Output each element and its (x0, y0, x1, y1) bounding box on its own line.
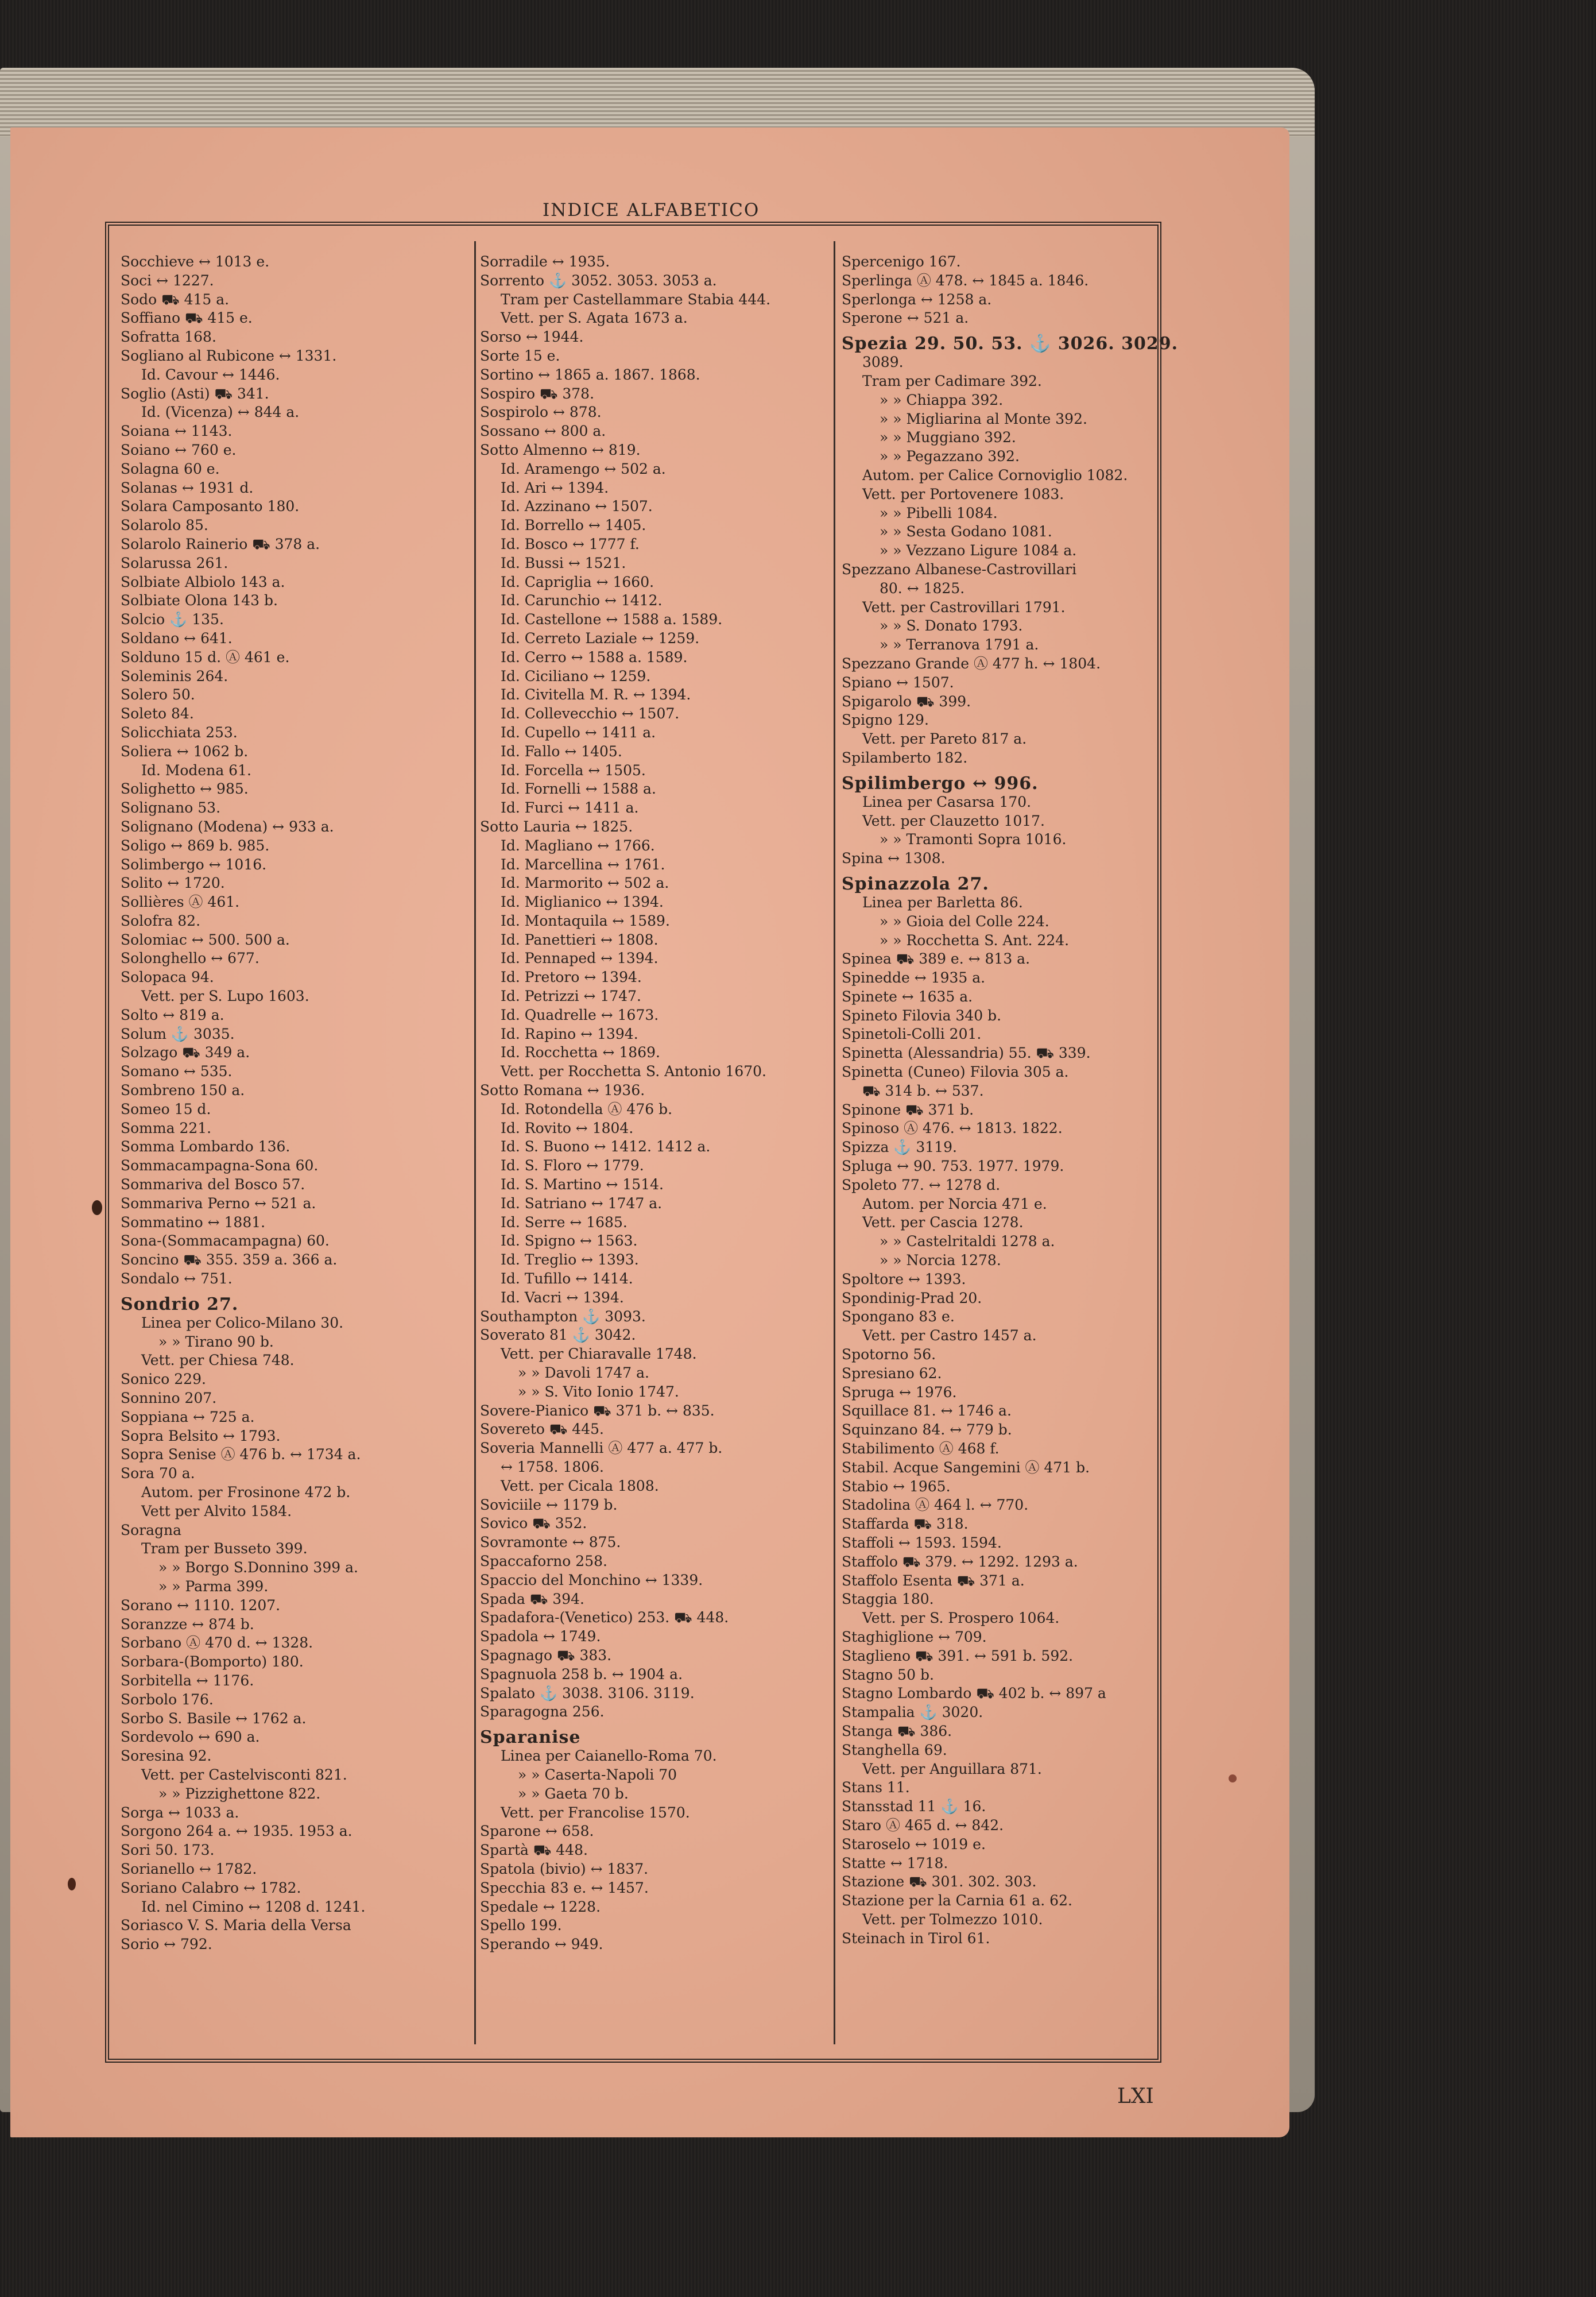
index-entry: Sollières Ⓐ 461. (121, 894, 240, 911)
index-entry: Sodo ⛟ 415 a. (121, 291, 230, 308)
index-entry: Spinetta (Cuneo) Filovia 305 a. (842, 1064, 1069, 1081)
index-entry: Spluga ↔ 90. 753. 1977. 1979. (842, 1158, 1064, 1175)
index-entry: Sperando ↔ 949. (480, 1936, 603, 1953)
index-entry: Staroselo ↔ 1019 e. (842, 1835, 986, 1853)
index-column-1 (121, 253, 471, 2050)
index-entry: Vett. per S. Agata 1673 a. (501, 310, 688, 327)
index-entry: Spongano 83 e. (842, 1308, 955, 1325)
index-entry: Socchieve ↔ 1013 e. (121, 253, 270, 270)
index-entry: Sorbara-(Bomporto) 180. (121, 1653, 304, 1670)
index-entry: » » Gioia del Colle 224. (880, 912, 1049, 930)
index-entry: Spinetoli-Colli 201. (842, 1026, 982, 1043)
index-entry: Soveria Mannelli Ⓐ 477 a. 477 b. (480, 1440, 723, 1457)
index-entry: Soleminis 264. (121, 667, 228, 685)
index-entry: Autom. per Norcia 471 e. (862, 1195, 1047, 1212)
index-entry: Spresiano 62. (842, 1364, 942, 1382)
index-entry: Soleto 84. (121, 705, 194, 722)
index-entry: Staro Ⓐ 465 d. ↔ 842. (842, 1816, 1004, 1834)
index-entry: Solicchiata 253. (121, 724, 238, 741)
index-entry: Soriano Calabro ↔ 1782. (121, 1879, 301, 1896)
index-entry: Spaccaforno 258. (480, 1552, 607, 1569)
index-entry: Stanga ⛟ 386. (842, 1722, 952, 1739)
index-entry: Soranzze ↔ 874 b. (121, 1615, 254, 1633)
index-entry: Id. Pretoro ↔ 1394. (501, 969, 642, 986)
index-entry: Solbiate Albiolo 143 a. (121, 573, 285, 590)
index-entry: Statte ↔ 1718. (842, 1854, 948, 1871)
index-entry: Soncino ⛟ 355. 359 a. 366 a. (121, 1251, 338, 1269)
index-entry: Sorano ↔ 1110. 1207. (121, 1596, 281, 1614)
index-entry: Vett. per Portovenere 1083. (862, 485, 1064, 502)
index-heading: Spilimbergo ↔ 996. (842, 773, 1039, 793)
index-entry: Solbiate Olona 143 b. (121, 592, 278, 609)
index-entry: Solanas ↔ 1931 d. (121, 479, 254, 496)
index-entry: Solignano (Modena) ↔ 933 a. (121, 818, 334, 835)
index-entry: Stanghella 69. (842, 1741, 947, 1758)
index-entry: Soppiana ↔ 725 a. (121, 1408, 255, 1425)
index-entry: Id. Miglianico ↔ 1394. (501, 894, 664, 911)
index-entry: Sona-(Sommacampagna) 60. (121, 1232, 330, 1250)
index-entry: Spina ↔ 1308. (842, 850, 946, 867)
index-entry: Id. Fornelli ↔ 1588 a. (501, 780, 656, 798)
index-entry: Id. Ciciliano ↔ 1259. (501, 667, 651, 685)
index-entry: Sparone ↔ 658. (480, 1823, 594, 1840)
index-entry: Id. Vacri ↔ 1394. (501, 1289, 624, 1306)
index-entry: » » Muggiano 392. (880, 429, 1016, 446)
index-entry: 80. ↔ 1825. (880, 579, 965, 597)
index-entry: Id. Marmorito ↔ 502 a. (501, 875, 669, 892)
index-entry: Spondinig-Prad 20. (842, 1289, 982, 1306)
index-entry: Spinedde ↔ 1935 a. (842, 969, 986, 987)
index-entry: Sondalo ↔ 751. (121, 1270, 233, 1287)
index-entry: Spinone ⛟ 371 b. (842, 1101, 974, 1118)
index-entry: Sommariva Perno ↔ 521 a. (121, 1194, 316, 1212)
index-entry: Stabilimento Ⓐ 468 f. (842, 1440, 1000, 1457)
page-number: LXI (1117, 2085, 1154, 2108)
index-entry: Autom. per Calice Cornoviglio 1082. (862, 466, 1128, 484)
index-entry: Sofratta 168. (121, 328, 216, 346)
index-entry: Spezzano Albanese-Castrovillari (842, 560, 1077, 578)
index-entry: Tram per Cadimare 392. (862, 372, 1042, 389)
index-entry: Stampalia ⚓ 3020. (842, 1704, 983, 1721)
index-entry: 3089. (862, 354, 904, 371)
index-entry: Solero 50. (121, 686, 195, 703)
index-entry: Sperone ↔ 521 a. (842, 310, 969, 327)
index-entry: Vett. per Clauzetto 1017. (862, 812, 1045, 829)
index-entry: » » Caserta-Napoli 70 (518, 1766, 677, 1783)
index-entry: Sorga ↔ 1033 a. (121, 1804, 239, 1821)
index-entry: Sora 70 a. (121, 1465, 195, 1482)
index-entry: Vett. per Cicala 1808. (501, 1477, 659, 1494)
index-entry: Tram per Busseto 399. (141, 1540, 308, 1557)
index-entry: Spagnuola 258 b. ↔ 1904 a. (480, 1665, 683, 1683)
index-entry: Soci ↔ 1227. (121, 272, 214, 289)
index-entry: Sperlonga ↔ 1258 a. (842, 291, 992, 308)
index-entry: Someo 15 d. (121, 1100, 211, 1117)
index-entry: Id. Collevecchio ↔ 1507. (501, 705, 680, 722)
index-entry: Id. (Vicenza) ↔ 844 a. (141, 404, 300, 421)
index-entry: Specchia 83 e. ↔ 1457. (480, 1879, 649, 1896)
index-entry: Squillace 81. ↔ 1746 a. (842, 1402, 1012, 1420)
index-entry: Id. Rotondella Ⓐ 476 b. (501, 1100, 673, 1117)
index-entry: Staghiglione ↔ 709. (842, 1628, 987, 1645)
index-entry: Id. Bussi ↔ 1521. (501, 554, 626, 571)
index-entry: Spagnago ⛟ 383. (480, 1646, 612, 1664)
index-entry: Id. Quadrelle ↔ 1673. (501, 1006, 659, 1023)
index-entry: Spezzano Grande Ⓐ 477 h. ↔ 1804. (842, 655, 1101, 672)
index-entry: Solcio ⚓ 135. (121, 611, 224, 628)
index-entry: Id. Serre ↔ 1685. (501, 1213, 627, 1231)
index-entry: Soiano ↔ 760 e. (121, 441, 237, 458)
index-entry: Sorte 15 e. (480, 347, 560, 364)
index-entry: Vett. per Castelvisconti 821. (141, 1766, 347, 1783)
index-entry: Vett per Alvito 1584. (141, 1502, 292, 1519)
index-entry: Sorio ↔ 792. (121, 1936, 212, 1953)
index-entry: Spoleto 77. ↔ 1278 d. (842, 1176, 1001, 1193)
index-entry: Id. Borrello ↔ 1405. (501, 517, 646, 534)
index-entry: Solignano 53. (121, 799, 221, 817)
index-entry: Vett. per Chiaravalle 1748. (501, 1345, 697, 1363)
index-entry: Id. S. Buono ↔ 1412. 1412 a. (501, 1138, 711, 1155)
index-entry: Vett. per Pareto 817 a. (862, 730, 1027, 748)
index-entry: » » Vezzano Ligure 1084 a. (880, 542, 1077, 559)
index-entry: Spiano ↔ 1507. (842, 674, 954, 691)
index-entry: Id. Cerro ↔ 1588 a. 1589. (501, 648, 688, 666)
index-entry: Sommacampagna-Sona 60. (121, 1157, 319, 1174)
index-entry: Id. Satriano ↔ 1747 a. (501, 1194, 663, 1212)
column-rule (474, 241, 476, 2044)
index-entry: Id. nel Cimino ↔ 1208 d. 1241. (141, 1898, 366, 1915)
index-entry: Id. Azzinano ↔ 1507. (501, 498, 653, 515)
index-entry: Vett. per S. Lupo 1603. (141, 988, 309, 1005)
index-heading: Spezia 29. 50. 53. ⚓ 3026. 3029. (842, 334, 1179, 354)
index-entry: Staglieno ⛟ 391. ↔ 591 b. 592. (842, 1647, 1074, 1664)
index-entry: Sombreno 150 a. (121, 1082, 245, 1099)
column-rule (834, 241, 835, 2044)
index-entry: » » Davoli 1747 a. (518, 1364, 649, 1382)
index-entry: Spinete ↔ 1635 a. (842, 988, 973, 1005)
index-entry: Id. Cavour ↔ 1446. (141, 366, 280, 383)
index-entry: » » Sesta Godano 1081. (880, 523, 1052, 540)
index-entry: Id. Civitella M. R. ↔ 1394. (501, 686, 691, 703)
index-entry: Tram per Castellammare Stabia 444. (501, 291, 771, 308)
index-entry: Id. Treglio ↔ 1393. (501, 1251, 639, 1269)
index-entry: Sopra Belsito ↔ 1793. (121, 1427, 281, 1444)
index-entry: Soriasco V. S. Maria della Versa (121, 1917, 351, 1934)
index-entry: Sorbano Ⓐ 470 d. ↔ 1328. (121, 1634, 313, 1652)
index-entry: Spotorno 56. (842, 1346, 936, 1363)
index-entry: Solimbergo ↔ 1016. (121, 856, 267, 873)
index-entry: Spizza ⚓ 3119. (842, 1139, 957, 1156)
index-entry: Solarolo Rainerio ⛟ 378 a. (121, 535, 320, 552)
index-entry: Id. Capriglia ↔ 1660. (501, 573, 654, 590)
index-entry: Spadola ↔ 1749. (480, 1628, 601, 1645)
index-entry: Vett. per Tolmezzo 1010. (862, 1911, 1043, 1928)
index-entry: Solto ↔ 819 a. (121, 1006, 224, 1023)
index-entry: » » Chiappa 392. (880, 391, 1004, 408)
index-entry: Spadafora-(Venetico) 253. ⛟ 448. (480, 1609, 729, 1626)
index-entry: Sogliano al Rubicone ↔ 1331. (121, 347, 337, 364)
index-entry: Sotto Almenno ↔ 819. (480, 441, 641, 458)
index-entry: Linea per Casarsa 170. (862, 793, 1032, 810)
index-entry: Soligo ↔ 869 b. 985. (121, 837, 270, 854)
index-entry: Vett. per Chiesa 748. (141, 1352, 295, 1369)
index-column-3 (842, 253, 1192, 2050)
index-entry: Soragna (121, 1521, 182, 1538)
index-entry: Solum ⚓ 3035. (121, 1025, 235, 1042)
index-entry: Soverato 81 ⚓ 3042. (480, 1327, 636, 1344)
index-entry: Id. Bosco ↔ 1777 f. (501, 535, 640, 552)
index-entry: Spada ⛟ 394. (480, 1590, 584, 1607)
index-entry: Solagna 60 e. (121, 460, 220, 477)
index-entry: Id. Modena 61. (141, 761, 251, 779)
index-entry: Sorianello ↔ 1782. (121, 1860, 257, 1877)
index-entry: Solara Camposanto 180. (121, 498, 300, 515)
index-entry: Spoltore ↔ 1393. (842, 1270, 966, 1287)
index-entry: Sorbolo 176. (121, 1691, 214, 1708)
index-entry: Spedale ↔ 1228. (480, 1898, 601, 1915)
index-entry: Spinetta (Alessandria) 55. ⛟ 339. (842, 1045, 1091, 1062)
index-entry: Id. Rocchetta ↔ 1869. (501, 1044, 660, 1061)
index-entry: Id. Panettieri ↔ 1808. (501, 931, 658, 948)
index-entry: Vett. per Cascia 1278. (862, 1214, 1024, 1231)
index-entry: Solighetto ↔ 985. (121, 780, 249, 798)
index-entry: » » Castelritaldi 1278 a. (880, 1233, 1055, 1250)
index-entry: Linea per Barletta 86. (862, 894, 1023, 911)
index-entry: Spineto Filovia 340 b. (842, 1007, 1002, 1024)
index-entry: Id. Rovito ↔ 1804. (501, 1119, 634, 1136)
index-entry: » » Rocchetta S. Ant. 224. (880, 931, 1070, 949)
index-entry: » » Norcia 1278. (880, 1252, 1001, 1269)
index-entry: Sotto Romana ↔ 1936. (480, 1082, 645, 1099)
index-entry: Sovereto ⛟ 445. (480, 1421, 604, 1438)
index-entry: Sori 50. 173. (121, 1842, 215, 1859)
index-entry: Solito ↔ 1720. (121, 875, 225, 892)
index-entry: Sospiro ⛟ 378. (480, 385, 595, 402)
index-entry: Staffoli ↔ 1593. 1594. (842, 1534, 1002, 1551)
index-entry: Sospirolo ↔ 878. (480, 404, 602, 421)
index-entry: Id. S. Martino ↔ 1514. (501, 1176, 664, 1193)
index-entry: Spartà ⛟ 448. (480, 1842, 588, 1859)
index-entry: Spello 199. (480, 1917, 562, 1934)
index-entry: Steinach in Tirol 61. (842, 1929, 990, 1947)
index-entry: Sommatino ↔ 1881. (121, 1213, 266, 1231)
index-entry: Sordevolo ↔ 690 a. (121, 1728, 260, 1746)
index-entry: Southampton ⚓ 3093. (480, 1308, 646, 1325)
index-entry: » » Borgo S.Donnino 399 a. (158, 1559, 358, 1576)
index-entry: Stagno Lombardo ⛟ 402 b. ↔ 897 a (842, 1685, 1106, 1702)
ink-stain (68, 1878, 76, 1890)
index-entry: Stabil. Acque Sangemini Ⓐ 471 b. (842, 1459, 1090, 1476)
index-entry: Stagno 50 b. (842, 1666, 934, 1683)
index-entry: Staffolo ⛟ 379. ↔ 1292. 1293 a. (842, 1553, 1078, 1570)
index-entry: Autom. per Frosinone 472 b. (141, 1484, 351, 1501)
index-entry: Vett. per Anguillara 871. (862, 1760, 1042, 1777)
index-entry: Vett. per Francolise 1570. (501, 1804, 690, 1821)
index-entry: Id. Ari ↔ 1394. (501, 479, 609, 496)
index-entry: Sortino ↔ 1865 a. 1867. 1868. (480, 366, 700, 383)
index-entry: Soldano ↔ 641. (121, 629, 233, 647)
index-entry: Id. Rapino ↔ 1394. (501, 1025, 638, 1042)
index-entry: Id. Magliano ↔ 1766. (501, 837, 655, 854)
index-entry: Sovramonte ↔ 875. (480, 1534, 621, 1551)
index-heading: Sparanise (480, 1727, 581, 1747)
index-entry: Id. Pennaped ↔ 1394. (501, 950, 658, 967)
index-entry: Id. Montaquila ↔ 1589. (501, 912, 670, 929)
index-entry: Spalato ⚓ 3038. 3106. 3119. (480, 1684, 695, 1702)
index-entry: Sorgono 264 a. ↔ 1935. 1953 a. (121, 1823, 352, 1840)
index-entry: Spigno 129. (842, 711, 929, 729)
index-entry: Spruga ↔ 1976. (842, 1383, 957, 1401)
index-entry: Solarolo 85. (121, 517, 208, 534)
index-entry: Id. Aramengo ↔ 502 a. (501, 460, 666, 477)
ink-stain (1229, 1774, 1237, 1782)
index-entry: » » Pibelli 1084. (880, 504, 998, 521)
index-entry: Soliera ↔ 1062 b. (121, 743, 249, 760)
index-entry: Sovere-Pianico ⛟ 371 b. ↔ 835. (480, 1402, 715, 1419)
index-entry: » » S. Donato 1793. (880, 617, 1023, 635)
index-entry: Linea per Colico-Milano 30. (141, 1314, 344, 1331)
index-entry: Soiana ↔ 1143. (121, 423, 233, 440)
index-entry: Spercenigo 167. (842, 253, 961, 270)
index-entry: Staffarda ⛟ 318. (842, 1515, 969, 1533)
index-entry: Vett. per Castro 1457 a. (862, 1327, 1037, 1344)
index-entry: Spinea ⛟ 389 e. ↔ 813 a. (842, 950, 1031, 968)
index-entry: Staggia 180. (842, 1591, 934, 1608)
index-entry: Stazione per la Carnia 61 a. 62. (842, 1892, 1072, 1909)
page-edges (0, 68, 1315, 137)
index-column-2 (480, 253, 830, 2050)
index-heading: Sondrio 27. (121, 1294, 239, 1314)
index-entry: Stadolina Ⓐ 464 l. ↔ 770. (842, 1496, 1029, 1514)
running-head: INDICE ALFABETICO (543, 200, 760, 221)
index-entry: » » Terranova 1791 a. (880, 636, 1039, 653)
index-entry: Solopaca 94. (121, 969, 214, 986)
ink-stain (92, 1200, 102, 1215)
index-entry: Sommariva del Bosco 57. (121, 1176, 305, 1193)
index-entry: Vett. per Castrovillari 1791. (862, 598, 1066, 616)
index-entry: Somano ↔ 535. (121, 1063, 233, 1080)
index-entry: Sperlinga Ⓐ 478. ↔ 1845 a. 1846. (842, 272, 1089, 289)
index-entry: Spaccio del Monchino ↔ 1339. (480, 1571, 703, 1588)
index-entry: Id. S. Floro ↔ 1779. (501, 1157, 644, 1174)
index-entry: ⛟ 314 b. ↔ 537. (862, 1082, 984, 1099)
index-entry: Spilamberto 182. (842, 749, 968, 766)
index-entry: Spigarolo ⛟ 399. (842, 693, 971, 710)
index-entry: Sonico 229. (121, 1371, 206, 1388)
index-entry: Id. Carunchio ↔ 1412. (501, 592, 663, 609)
index-entry: Id. Furci ↔ 1411 a. (501, 799, 639, 817)
index-entry: Soglio (Asti) ⛟ 341. (121, 385, 269, 402)
index-entry: Sonnino 207. (121, 1390, 217, 1407)
index-entry: Id. Petrizzi ↔ 1747. (501, 988, 642, 1005)
index-entry: Squinzano 84. ↔ 779 b. (842, 1421, 1012, 1438)
index-entry: Stansstad 11 ⚓ 16. (842, 1798, 986, 1815)
index-entry: » » Pegazzano 392. (880, 448, 1020, 465)
index-entry: » » S. Vito Ionio 1747. (518, 1383, 679, 1400)
index-entry: Vett. per S. Prospero 1064. (862, 1610, 1060, 1627)
index-entry: Id. Spigno ↔ 1563. (501, 1232, 638, 1250)
index-entry: » » Pizzighettone 822. (158, 1785, 321, 1802)
index-entry: » » Gaeta 70 b. (518, 1785, 629, 1802)
index-entry: Somma 221. (121, 1119, 212, 1136)
index-entry: Stabio ↔ 1965. (842, 1478, 951, 1495)
index-entry: Sossano ↔ 800 a. (480, 423, 606, 440)
index-entry: » » Tirano 90 b. (158, 1333, 274, 1350)
index-entry: Soffiano ⛟ 415 e. (121, 310, 253, 327)
index-entry: Id. Cerreto Laziale ↔ 1259. (501, 629, 700, 647)
index-entry: Somma Lombardo 136. (121, 1138, 290, 1155)
index-entry: » » Parma 399. (158, 1577, 269, 1595)
index-entry: Sorbo S. Basile ↔ 1762 a. (121, 1710, 307, 1727)
index-entry: Id. Marcellina ↔ 1761. (501, 856, 665, 873)
index-entry: Sorrento ⚓ 3052. 3053. 3053 a. (480, 272, 717, 289)
index-entry: Id. Cupello ↔ 1411 a. (501, 724, 656, 741)
index-entry: Id. Castellone ↔ 1588 a. 1589. (501, 611, 723, 628)
index-entry: Solomiac ↔ 500. 500 a. (121, 931, 290, 948)
index-entry: ↔ 1758. 1806. (501, 1459, 604, 1475)
index-entry: Sorso ↔ 1944. (480, 328, 584, 346)
index-entry: Solduno 15 d. Ⓐ 461 e. (121, 648, 290, 666)
index-entry: Id. Forcella ↔ 1505. (501, 761, 646, 779)
index-entry: Spinoso Ⓐ 476. ↔ 1813. 1822. (842, 1120, 1063, 1137)
index-entry: Sparagogna 256. (480, 1703, 605, 1720)
index-entry: Id. Fallo ↔ 1405. (501, 743, 622, 760)
index-entry: Solarussa 261. (121, 554, 228, 571)
index-entry: Solzago ⛟ 349 a. (121, 1044, 250, 1061)
index-heading: Spinazzola 27. (842, 873, 989, 894)
index-entry: Staffolo Esenta ⛟ 371 a. (842, 1572, 1025, 1589)
index-entry: Stans 11. (842, 1779, 910, 1796)
index-entry: Vett. per Rocchetta S. Antonio 1670. (501, 1063, 767, 1080)
index-entry: » » Migliarina al Monte 392. (880, 410, 1087, 427)
index-entry: Solofra 82. (121, 912, 201, 929)
index-entry: Spatola (bivio) ↔ 1837. (480, 1860, 649, 1877)
index-entry: Stazione ⛟ 301. 302. 303. (842, 1873, 1037, 1890)
index-entry: Solonghello ↔ 677. (121, 950, 259, 967)
index-entry: Id. Tufillo ↔ 1414. (501, 1270, 633, 1287)
index-entry: Soresina 92. (121, 1747, 212, 1765)
index-entry: Sopra Senise Ⓐ 476 b. ↔ 1734 a. (121, 1446, 361, 1463)
index-entry: Linea per Caianello-Roma 70. (501, 1747, 717, 1765)
index-entry: Sotto Lauria ↔ 1825. (480, 818, 633, 835)
index-entry: Soviciile ↔ 1179 b. (480, 1496, 618, 1513)
index-entry: Sovico ⛟ 352. (480, 1515, 587, 1532)
index-entry: » » Tramonti Sopra 1016. (880, 831, 1067, 848)
index-entry: Sorbitella ↔ 1176. (121, 1672, 254, 1689)
index-entry: Sorradile ↔ 1935. (480, 253, 610, 270)
